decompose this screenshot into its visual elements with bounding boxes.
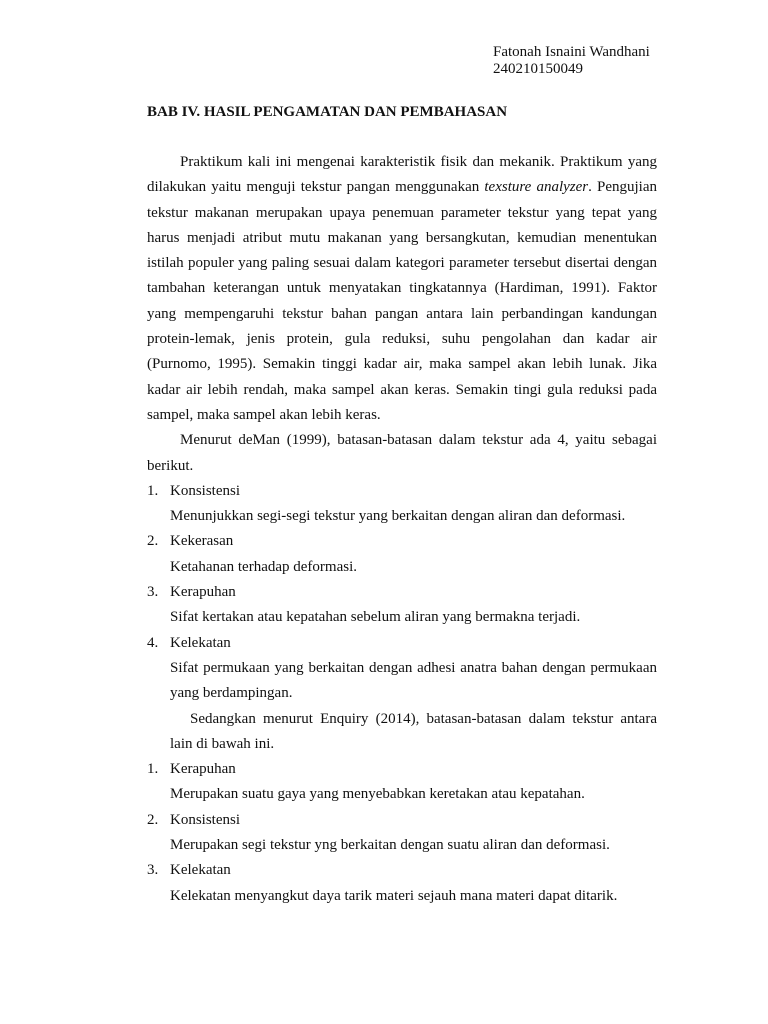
list-number: 3. xyxy=(147,862,159,879)
paragraph-2 xyxy=(147,428,657,479)
italic-term: texsture analyzer xyxy=(484,179,589,196)
list-number: 1. xyxy=(147,761,159,778)
paragraph-1 xyxy=(147,150,657,428)
paragraph-line: sampel, maka sampel akan lebih keras. xyxy=(147,406,381,423)
list-term: Kelekatan xyxy=(170,862,231,879)
paragraph-line: tambahan keterangan untuk menyatakan tingkatannya (Hardiman, 1991). Faktor xyxy=(147,280,657,297)
paragraph-line: lain di bawah ini. xyxy=(170,735,275,752)
student-id: 240210150049 xyxy=(493,61,583,77)
list-item xyxy=(147,808,657,859)
page-header xyxy=(493,44,650,78)
list-description: Kelekatan menyangkut daya tarik materi sejauh mana materi dapat ditarik. xyxy=(170,887,618,904)
author-name: Fatonah Isnaini Wandhani xyxy=(493,44,650,60)
paragraph-line: Sedangkan menurut Enquiry (2014), batasan-batasan dalam tekstur antara xyxy=(190,710,657,727)
paragraph-line: (Purnomo, 1995). Semakin tinggi kadar air, maka sampel akan lebih lunak. Jika xyxy=(147,356,657,373)
list-term: Kerapuhan xyxy=(170,761,236,778)
list-term: Kekerasan xyxy=(170,533,234,550)
paragraph-line: yang mempengaruhi tekstur bahan pangan antara lain perbandingan kandungan xyxy=(147,305,657,322)
list-description: Merupakan suatu gaya yang menyebabkan keretakan atau kepatahan. xyxy=(170,786,585,803)
paragraph-3 xyxy=(147,707,657,758)
paragraph-line: protein-lemak, jenis protein, gula reduksi, suhu pengolahan dan kadar air xyxy=(147,331,657,348)
chapter-title: BAB IV. HASIL PENGAMATAN DAN PEMBAHASAN xyxy=(147,104,508,120)
list-item xyxy=(147,757,657,808)
paragraph-line: dilakukan yaitu menguji tekstur pangan menggunakan texsture analyzer. Pengujian xyxy=(147,179,657,196)
list-item xyxy=(147,479,657,530)
paragraph-line: istilah populer yang paling sesuai dalam kategori parameter tersebut disertai dengan xyxy=(147,255,657,272)
paragraph-line: harus menjadi atribut mutu makanan yang bersangkutan, kemudian menentukan xyxy=(147,229,657,246)
list-term: Kerapuhan xyxy=(170,584,236,601)
list-description: yang berdampingan. xyxy=(170,685,293,702)
list-description: Menunjukkan segi-segi tekstur yang berkaitan dengan aliran dan deformasi. xyxy=(170,508,626,525)
list-1 xyxy=(147,479,657,707)
list-number: 2. xyxy=(147,533,159,550)
list-term: Konsistensi xyxy=(170,482,241,499)
list-number: 4. xyxy=(147,634,159,651)
list-description: Merupakan segi tekstur yng berkaitan dengan suatu aliran dan deformasi. xyxy=(170,837,610,854)
paragraph-line: tekstur makanan merupakan upaya penemuan parameter tekstur yang tepat yang xyxy=(147,204,657,221)
list-description: Sifat kertakan atau kepatahan sebelum aliran yang bermakna terjadi. xyxy=(170,609,581,626)
list-number: 2. xyxy=(147,811,159,828)
list-item xyxy=(147,580,657,631)
list-number: 1. xyxy=(147,482,159,499)
list-item xyxy=(147,631,657,707)
document-body xyxy=(147,150,657,909)
list-item xyxy=(147,529,657,580)
list-description: Sifat permukaan yang berkaitan dengan adhesi anatra bahan dengan permukaan xyxy=(170,659,657,676)
list-description: Ketahanan terhadap deformasi. xyxy=(170,558,357,575)
list-number: 3. xyxy=(147,584,159,601)
paragraph-line: berikut. xyxy=(147,457,194,474)
paragraph-line: Praktikum kali ini mengenai karakteristik fisik dan mekanik. Praktikum yang xyxy=(180,154,657,170)
list-term: Konsistensi xyxy=(170,811,241,828)
paragraph-line: kadar air lebih rendah, maka sampel akan keras. Semakin tingi gula reduksi pada xyxy=(147,381,657,398)
list-2 xyxy=(147,757,657,909)
paragraph-line: Menurut deMan (1999), batasan-batasan dalam tekstur ada 4, yaitu sebagai xyxy=(180,432,657,449)
list-item xyxy=(147,858,657,909)
list-term: Kelekatan xyxy=(170,634,231,651)
